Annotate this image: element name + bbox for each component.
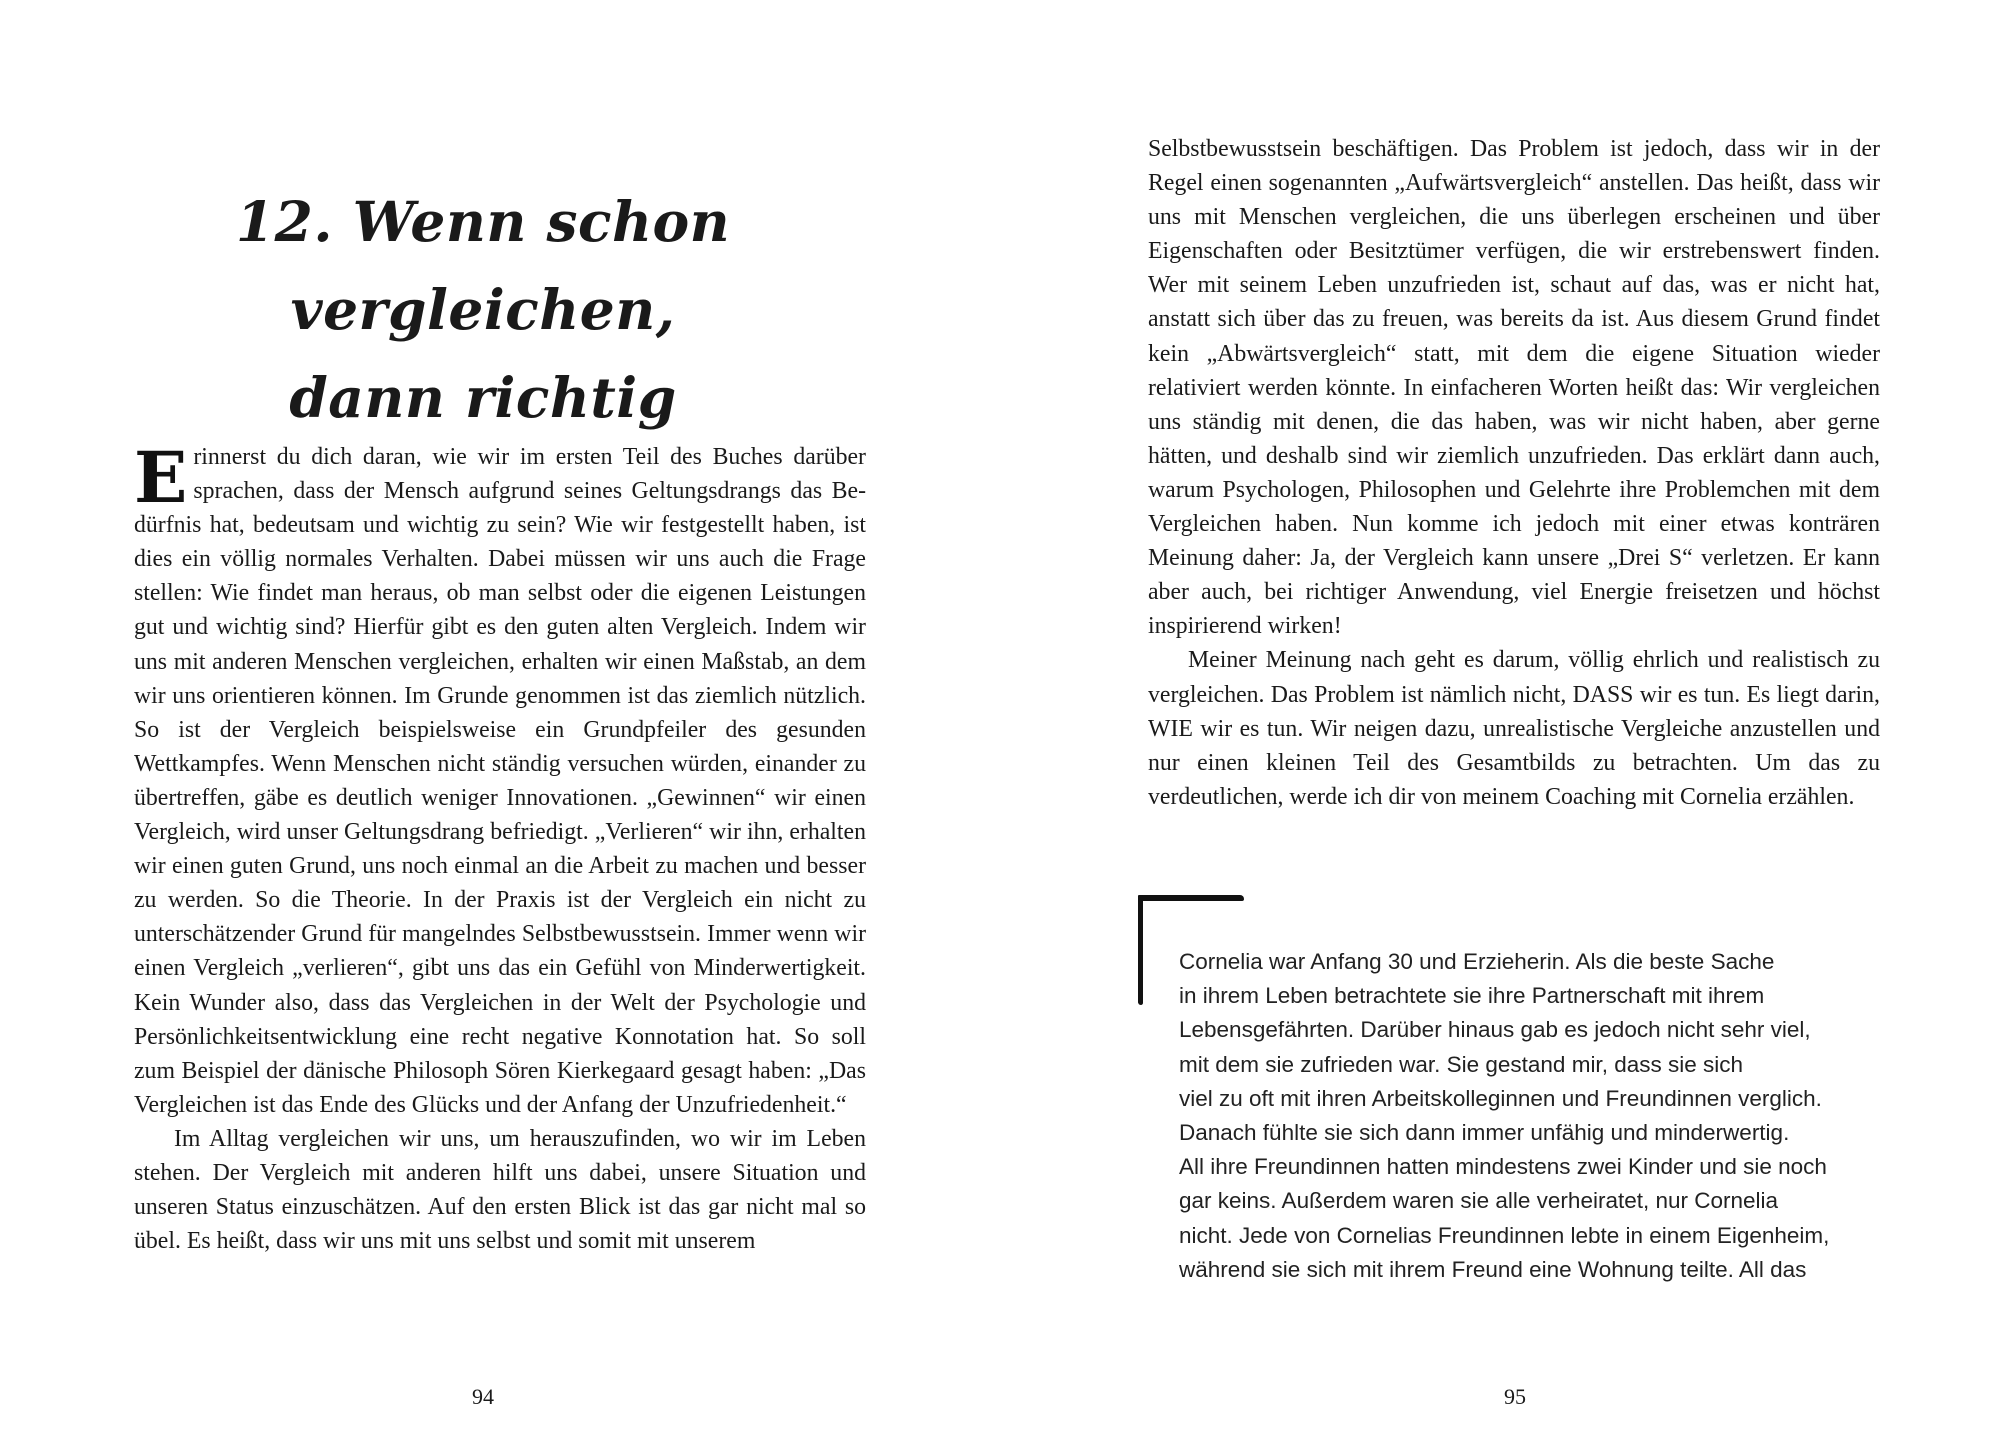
case-study-box bbox=[1138, 895, 1898, 1315]
right-paragraph-2: Meiner Meinung nach geht es darum, völlig ehrlich und realistisch zu vergleichen. Das Problem ist nämlich nicht, DASS wir es tun. Es liegt darin, WIE wir es tun. Wir neigen dazu, unrealistische Vergleiche anzustellen und nur einen kleinen Teil des Gesamtbilds zu betrachten. Um das zu verdeutlichen, werde ich dir von meinem Coaching mit Cornelia erzählen. bbox=[1148, 647, 1880, 810]
bracket-top-stroke bbox=[1138, 895, 1244, 901]
right-paragraph-1: Selbstbewusstsein beschäftigen. Das Problem ist jedoch, dass wir in der Regel einen sogenannten „Aufwärtsvergleich“ anstellen. Das heißt, dass wir uns mit Menschen vergleichen, die uns überlegen erscheinen und über Eigenschaften oder Besitztümer verfügen, die wir erstrebenswert finden. Wer mit seinem Leben unzufrieden ist, schaut auf das, was er nicht hat, anstatt sich über das zu freuen, was bereits da ist. Aus diesem Grund findet kein „Abwärtsvergleich“ statt, mit dem die eigene Situation wieder relativiert werden könnte. In einfacheren Worten heißt das: Wir vergleichen uns ständig mit denen, die das haben, was wir nicht haben, aber gerne hätten, und deshalb sind wir ziemlich unzufrieden. Das erklärt dann auch, warum Psychologen, Philosophen und Gelehrte ihre Problemchen mit dem Vergleichen haben. Nun komme ich jedoch mit einer etwas konträren Meinung daher: Ja, der Vergleich kann unsere „Drei S“ verletzen. Er kann aber auch, bei richtiger Anwendung, viel Energie freisetzen und höchst inspirierend wirken! bbox=[1148, 136, 1880, 640]
chapter-title bbox=[133, 178, 833, 442]
case-line: Cornelia war Anfang 30 und Erzieherin. Als die beste Sache bbox=[1179, 949, 1775, 974]
case-line: mit dem sie zufrieden war. Sie gestand mir, dass sie sich bbox=[1179, 1051, 1743, 1077]
case-line: All ihre Freundinnen hatten mindestens zwei Kinder und sie noch bbox=[1179, 1154, 1827, 1180]
left-paragraph-2: Im Alltag vergleichen wir uns, um herauszufinden, wo wir im Leben stehen. Der Vergleich mit anderen hilft uns dabei, unsere Situation und unseren Status einzuschätzen. Auf den ersten Blick ist das gar nicht mal so übel. Es heißt, dass wir uns mit uns selbst und somit mit unserem bbox=[134, 1125, 866, 1255]
chapter-title-line-2: dann richtig bbox=[289, 365, 677, 430]
case-line: Danach fühlte sie sich dann immer unfähig und minderwertig. bbox=[1179, 1120, 1790, 1146]
case-line: in ihrem Leben betrachtete sie ihre Partnerschaft mit ihrem bbox=[1179, 983, 1765, 1009]
right-page bbox=[1000, 0, 2000, 1448]
case-line: während sie sich mit ihrem Freund eine Wohnung teilte. All das bbox=[1179, 1256, 1807, 1282]
case-line: Lebensgefährten. Darüber hinaus gab es jedoch nicht sehr viel, bbox=[1179, 1017, 1811, 1043]
left-paragraph-1-text: rinnerst du dich daran, wie wir im ersten Teil des Buches darüber sprachen, dass der Mensch aufgrund seines Geltungsdrangs das Bedürfnis hat, bedeutsam und wichtig zu sein? Wie wir festgestellt haben, ist dies ein völlig normales Verhalten. Dabei müssen wir uns auch die Frage stellen: Wie findet man heraus, ob man selbst oder die eigenen Leistungen gut und wichtig sind? Hierfür gibt es den guten alten Vergleich. Indem wir uns mit anderen Menschen vergleichen, erhalten wir einen Maßstab, an dem wir uns orientieren können. Im Grunde genommen ist das ziemlich nützlich. So ist der Vergleich beispielsweise ein Grundpfeiler des gesunden Wettkampfes. Wenn Menschen nicht ständig versuchen würden, einander zu übertreffen, gäbe es deutlich weniger Innovationen. „Gewinnen“ wir einen Vergleich, wird unser Geltungsdrang befriedigt. „Verlieren“ wir ihn, erhalten wir einen guten Grund, uns noch einmal an die Arbeit zu machen und besser zu werden. So die Theorie. In der Praxis ist der Vergleich ein nicht zu unterschätzender Grund für mangelndes Selbstbewusstsein. Immer wenn wir einen Vergleich „verlieren“, gibt uns das ein Gefühl von Minderwertigkeit. Kein Wunder also, dass das Vergleichen in der Welt der Psychologie und Persönlichkeitsentwicklung eine recht negative Konnotation hat. So soll zum Beispiel der dänische Philosoph Sören Kierkegaard gesagt haben: „Das Vergleichen ist das Ende des Glücks und der Anfang der Unzufriedenheit.“ bbox=[134, 444, 866, 1118]
page-number-right: 95 bbox=[1504, 1384, 1526, 1409]
case-line: nicht. Jede von Cornelias Freundinnen lebte in einem Eigenheim, bbox=[1179, 1222, 1830, 1248]
case-line: viel zu oft mit ihren Arbeitskolleginnen und Freundinnen verglich. bbox=[1179, 1085, 1822, 1111]
left-paragraph-1 bbox=[134, 436, 866, 1122]
bracket-left-stroke bbox=[1138, 895, 1143, 1005]
case-line: gar keins. Außerdem waren sie alle verheiratet, nur Cornelia bbox=[1179, 1188, 1779, 1214]
case-study-text bbox=[1179, 945, 1879, 1287]
right-body-text bbox=[1148, 132, 1880, 814]
page-number-left: 94 bbox=[472, 1384, 494, 1409]
dropcap-letter: E bbox=[134, 436, 188, 519]
left-body-text bbox=[134, 436, 866, 1258]
chapter-title-line-1: 12. Wenn schon vergleichen, bbox=[235, 189, 731, 342]
